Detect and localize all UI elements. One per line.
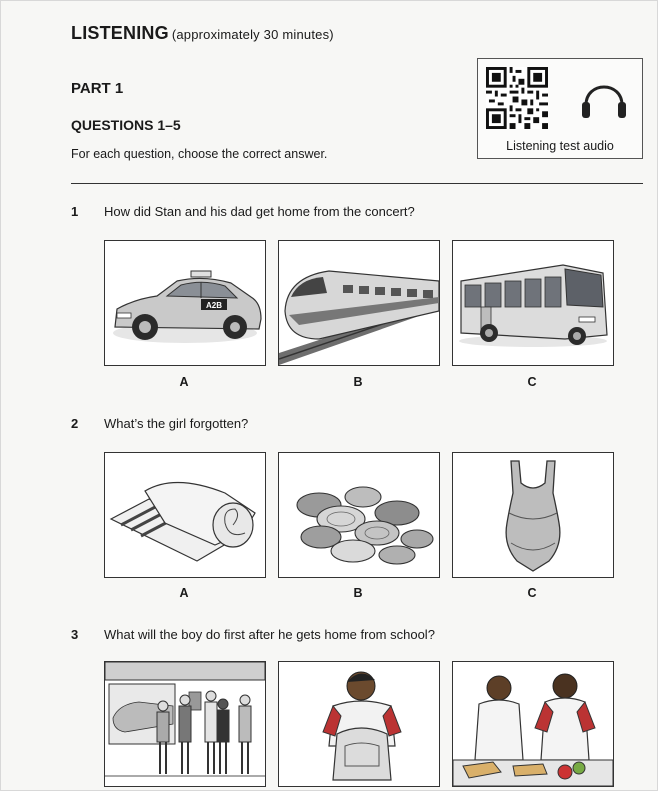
question-2-text: What’s the girl forgotten?	[104, 416, 249, 431]
question-2-option-b-label: B	[353, 586, 363, 600]
audio-box[interactable]	[477, 58, 643, 159]
qr-code-icon[interactable]	[486, 67, 548, 129]
question-3-option-b[interactable]	[278, 661, 440, 787]
coins-icon	[279, 453, 439, 577]
part-heading: PART 1	[71, 80, 124, 97]
boy-with-bag-icon	[279, 662, 439, 786]
question-2-option-c[interactable]	[452, 452, 614, 578]
boys-making-sandwiches-icon	[453, 662, 613, 786]
section-duration: (approximately 30 minutes)	[171, 27, 334, 42]
audio-caption: Listening test audio	[506, 139, 614, 153]
question-1-number: 1	[71, 204, 79, 219]
question-1-option-b-label: B	[353, 375, 363, 389]
question-1-option-b[interactable]	[278, 240, 440, 366]
question-1-option-c-label: C	[527, 375, 537, 389]
train-icon	[279, 241, 439, 365]
instruction-text: For each question, choose the correct answer.	[71, 147, 328, 161]
swimsuit-icon	[453, 453, 613, 577]
bus-icon	[453, 241, 613, 365]
question-1-option-a[interactable]	[104, 240, 266, 366]
question-2-option-a[interactable]	[104, 452, 266, 578]
question-1-option-a-label: A	[179, 375, 189, 389]
headphones-icon[interactable]	[578, 73, 630, 125]
question-3-option-c[interactable]	[452, 661, 614, 787]
question-2-option-a-label: A	[179, 586, 189, 600]
taxi-icon	[105, 241, 265, 365]
questions-range-heading: QUESTIONS 1–5	[71, 117, 181, 133]
rolled-towel-icon	[105, 453, 265, 577]
question-2-option-c-label: C	[527, 586, 537, 600]
question-1-text: How did Stan and his dad get home from the concert?	[104, 204, 415, 219]
question-3-text: What will the boy do first after he gets home from school?	[104, 627, 435, 642]
station-queue-icon	[105, 662, 265, 786]
section-title-text: LISTENING	[71, 23, 169, 43]
question-3-option-a[interactable]	[104, 661, 266, 787]
question-1-option-c[interactable]	[452, 240, 614, 366]
question-2-number: 2	[71, 416, 79, 431]
section-title	[71, 23, 334, 44]
section-divider	[71, 183, 643, 184]
question-3-number: 3	[71, 627, 79, 642]
taxi-sign-text: A2B	[205, 301, 223, 310]
question-2-option-b[interactable]	[278, 452, 440, 578]
